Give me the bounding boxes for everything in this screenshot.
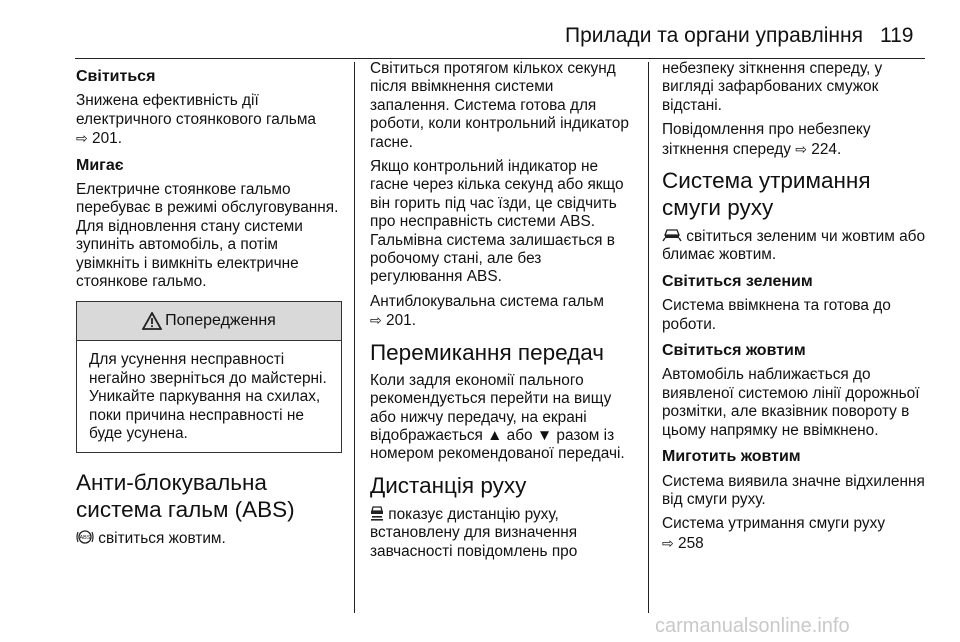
paragraph: Електричне стоянкове гальмо перебуває в режимі обслуговування. Для відновлення стану системи зупиніть автомобіль, а потім увімкніть і вимкніть електричне стоянкове гальмо. [76, 181, 339, 291]
section-title: Анти-блокувальна система гальм (ABS) [76, 469, 295, 522]
paragraph [662, 515, 928, 553]
paragraph [370, 293, 636, 331]
shift-up-icon: ▲ [487, 426, 503, 444]
warning-header [77, 302, 341, 341]
page-reference[interactable]: 224. [811, 140, 842, 158]
paragraph-text: або [506, 426, 533, 444]
column-3 [662, 60, 928, 559]
section-heading: Світиться жовтим [662, 342, 806, 360]
ref-arrow-icon: ⇨ [662, 534, 674, 551]
paragraph-text: Антиблокувальна система гальм [370, 292, 605, 310]
paragraph [662, 121, 928, 159]
paragraph [662, 227, 928, 265]
page-header-title: Прилади та органи управління [565, 24, 863, 47]
following-distance-icon [370, 505, 384, 521]
page-reference[interactable]: 258 [678, 534, 704, 552]
paragraph: Система виявила значне відхилення від смуги руху. [662, 472, 925, 508]
section-title: Система утримання смуги руху [662, 168, 871, 221]
paragraph: Система ввімкнена та готова до роботи. [662, 297, 891, 333]
paragraph [76, 529, 342, 548]
paragraph-text: Коли задля економії пального рекомендується перейти на вищу або нижчу передачу, на екрані відображається [370, 371, 612, 444]
section-title: Дистанція руху [370, 472, 527, 498]
paragraph-text: світиться жовтим. [98, 529, 226, 547]
warning-box [76, 301, 342, 452]
section-heading: Світиться [76, 68, 156, 85]
ref-arrow-icon: ⇨ [76, 130, 88, 147]
column-divider [648, 62, 649, 613]
paragraph-text: Знижена ефективність дії електричного стоянкового гальма [76, 92, 316, 128]
paragraph-text: показує дистанцію руху, встановлену для визначення завчасності повідомлень про [370, 505, 578, 560]
shift-down-icon: ▼ [536, 426, 553, 444]
page-reference[interactable]: 201. [92, 130, 122, 148]
watermark: carmanualsonline.info [655, 615, 850, 637]
ref-arrow-icon: ⇨ [370, 312, 382, 329]
page-number: 119 [880, 24, 914, 47]
paragraph: Автомобіль наближається до виявленої системою лінії дорожньої розмітки, але вказівник повороту в цьому напрямку не ввімкнено. [662, 366, 920, 439]
column-divider [354, 62, 355, 613]
svg-text:ABS: ABS [79, 534, 91, 541]
column-1 [76, 60, 342, 554]
paragraph-text: світиться зеленим чи жовтим або блимає жовтим. [662, 228, 926, 264]
warning-triangle-icon [142, 312, 162, 330]
paragraph-text: Система утримання смуги руху [662, 515, 886, 533]
section-heading: Мигає [76, 156, 124, 174]
paragraph-text: разом із номером рекомендованої передачі. [370, 426, 625, 463]
page-header [0, 24, 920, 58]
header-divider [75, 58, 925, 59]
lane-keep-icon [662, 227, 682, 243]
paragraph [370, 505, 636, 561]
warning-title: Попередження [165, 312, 276, 330]
section-heading: Миготить жовтим [662, 448, 801, 466]
ref-arrow-icon: ⇨ [795, 140, 807, 157]
column-2 [370, 60, 636, 567]
warning-text: Для усунення несправності негайно зверніться до майстерні. Уникайте паркування на схилах, поки причина несправності не буде усунена. [89, 351, 327, 443]
paragraph-text: Повідомлення про небезпеку зіткнення спереду [662, 121, 871, 158]
paragraph: Якщо контрольний індикатор не гасне через кілька секунд або якщо він горить під час їзди, це свідчить про несправність системи ABS. Гальмівна система залишається в робочому стані, але без регулювання ABS. [370, 158, 624, 286]
abs-icon [76, 529, 94, 545]
paragraph [370, 372, 636, 464]
section-title: Перемикання передач [370, 339, 604, 365]
paragraph: Світиться протягом кількох секунд після ввімкнення системи запалення. Система готова для роботи, коли контрольний індикатор гасне. [370, 60, 629, 151]
page-reference[interactable]: 201. [386, 312, 416, 330]
paragraph [76, 92, 342, 148]
section-heading: Світиться зеленим [662, 272, 813, 290]
paragraph: небезпеку зіткнення спереду, у вигляді зафарбованих смужок відстані. [662, 60, 883, 114]
